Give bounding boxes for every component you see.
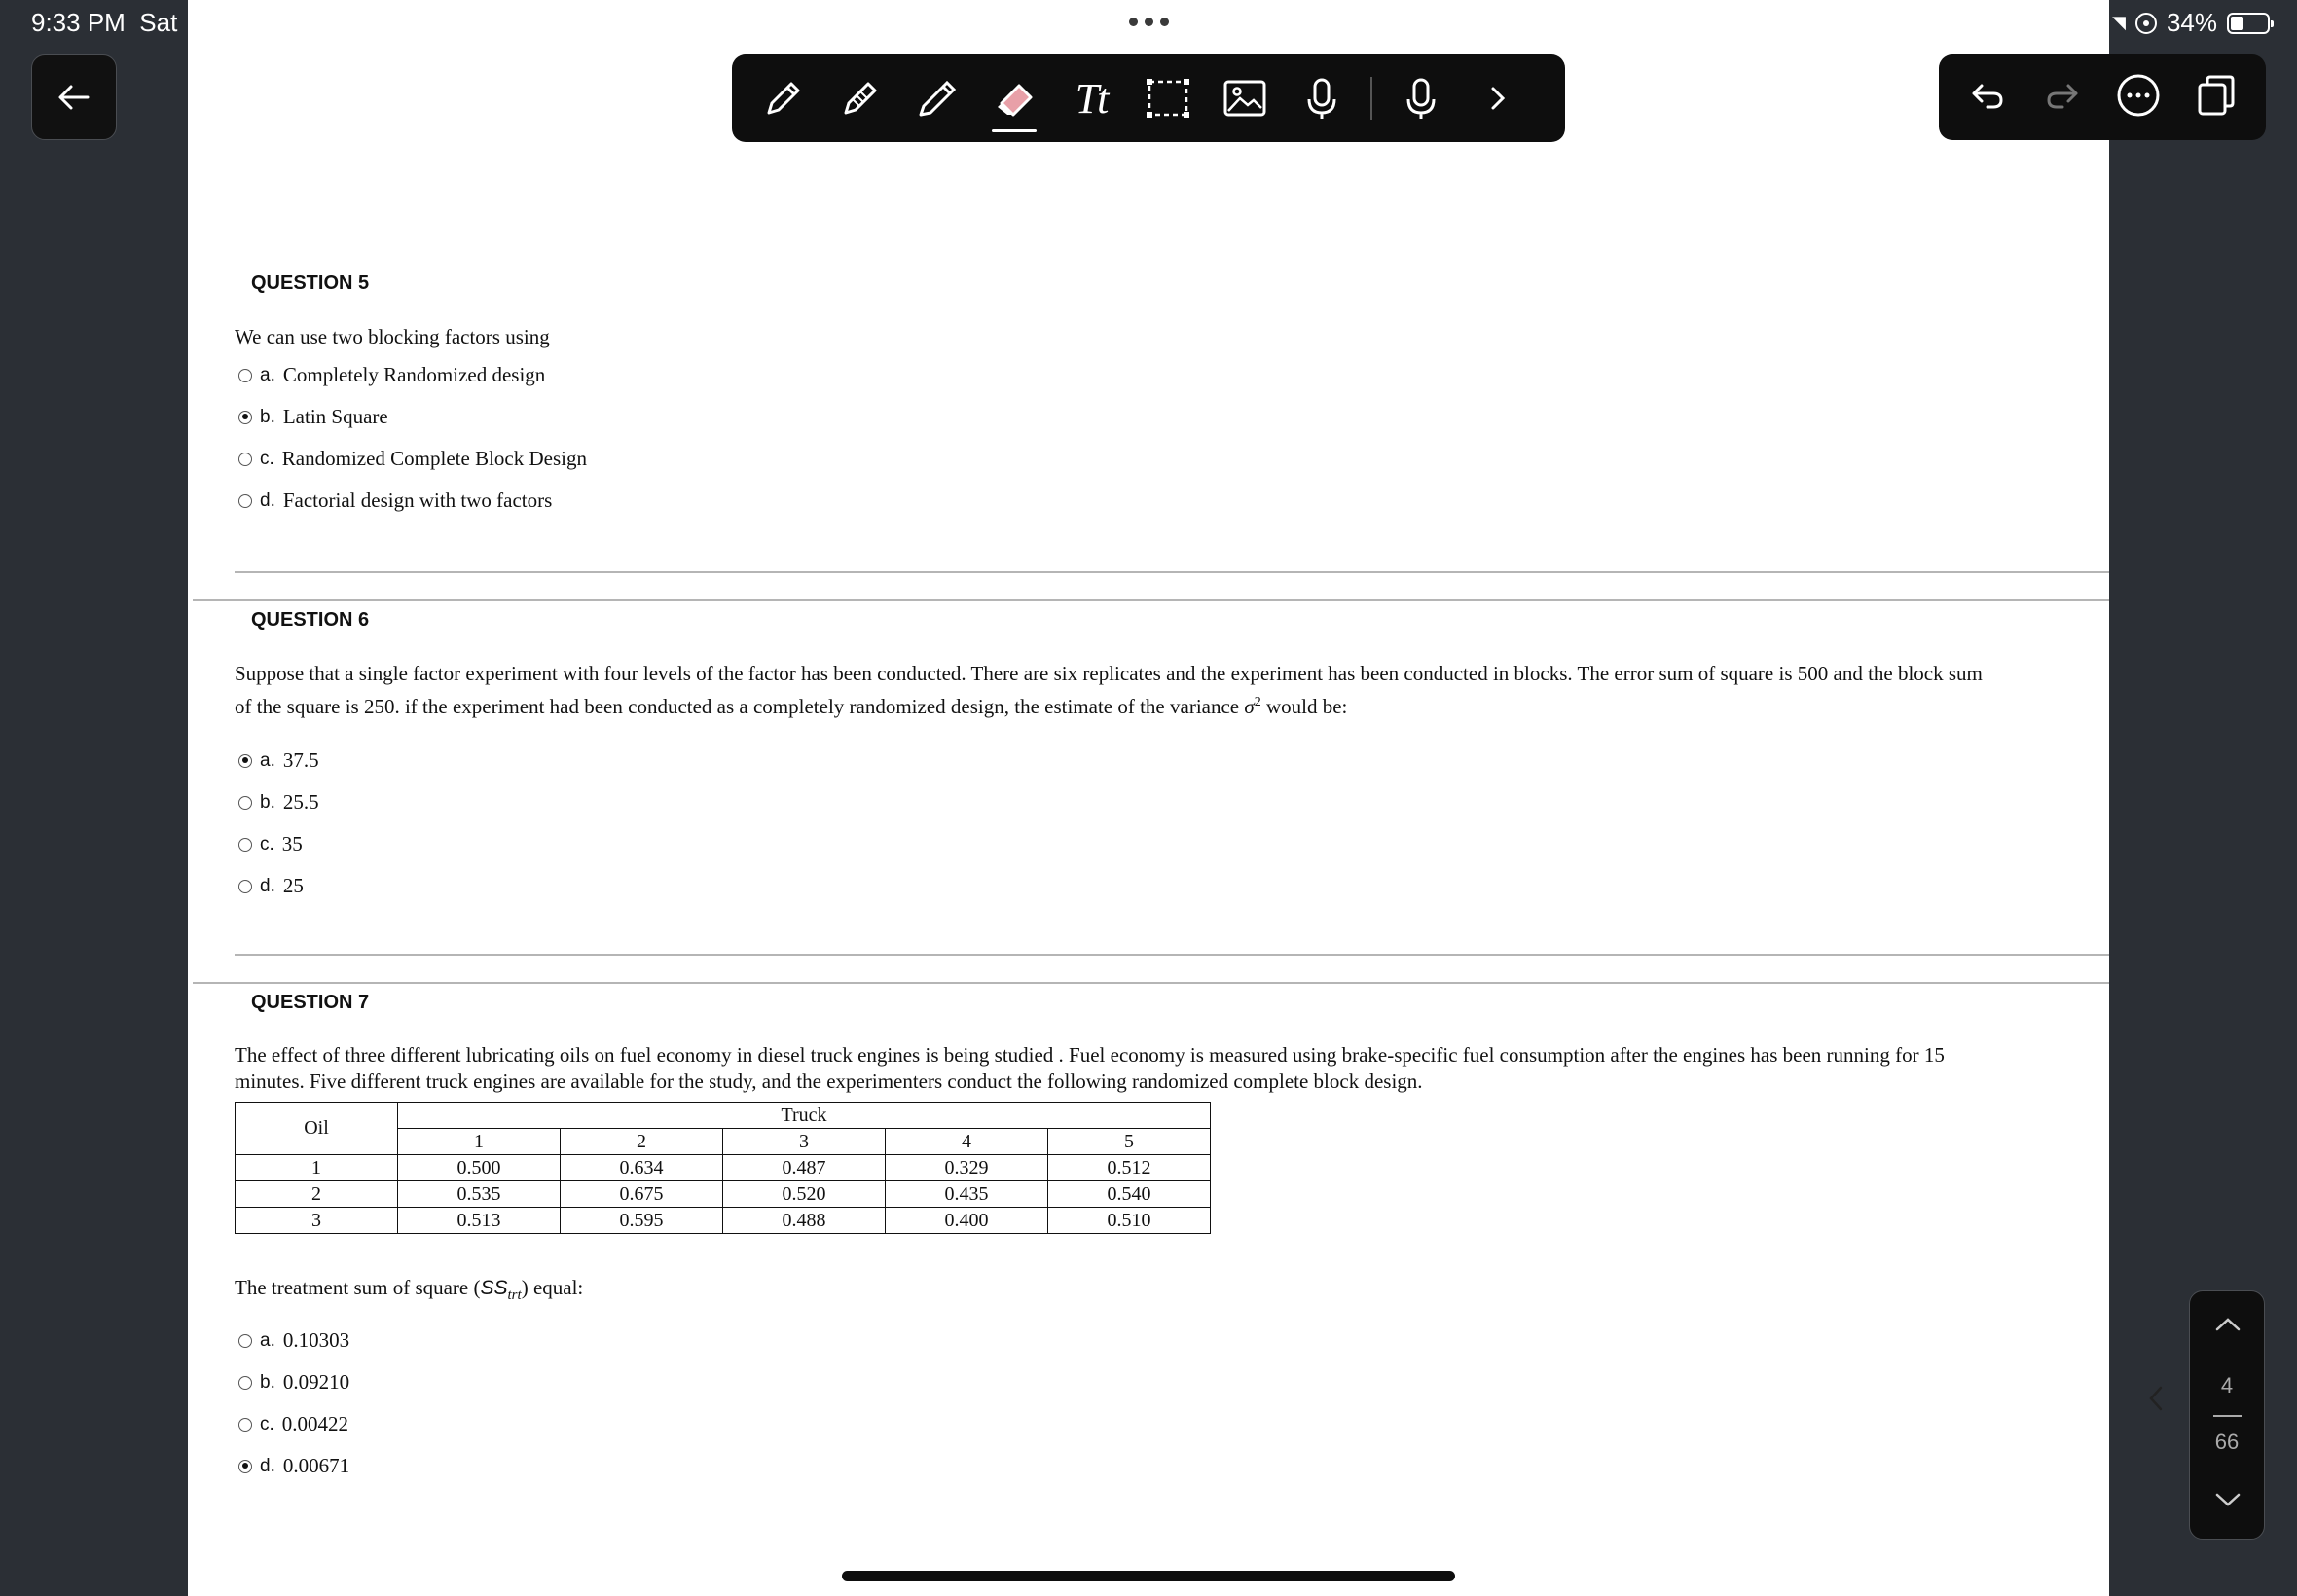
chevron-up-icon (2213, 1315, 2242, 1334)
pages-button[interactable] (2194, 73, 2239, 123)
mic-icon (1297, 74, 1346, 123)
page-separator (2213, 1415, 2242, 1417)
q7-option-d[interactable]: d. 0.00671 (238, 1454, 349, 1478)
q5-radio-b[interactable] (238, 411, 252, 424)
clock: 9:33 PM (31, 8, 126, 37)
truck-data-table (235, 1102, 1211, 1234)
question-6-line-2: of the square is 250. if the experiment had been conducted as a completely randomized design, the estimate of the variance $\sigma^2$ would be: (235, 695, 1348, 718)
weekday: Sat (139, 8, 178, 37)
table-row: 2 0.535 0.675 0.520 0.435 0.540 (236, 1181, 1211, 1208)
pencil-tool[interactable] (832, 70, 889, 127)
q5-option-c[interactable]: c. Randomized Complete Block Design (238, 447, 587, 471)
undo-button[interactable] (1966, 74, 2009, 122)
undo-icon (1966, 74, 2009, 117)
arrow-left-icon (55, 78, 93, 117)
multitask-grabber[interactable] (1129, 18, 1169, 26)
q5-radio-d[interactable] (238, 494, 252, 508)
q5-option-b[interactable]: b. Latin Square (238, 405, 388, 429)
page-navigator (2189, 1290, 2265, 1540)
truck-header: Truck (398, 1103, 1211, 1129)
lasso-select-icon (1144, 74, 1192, 123)
page-down-button[interactable] (2213, 1490, 2242, 1515)
q7-radio-c[interactable] (238, 1418, 252, 1432)
image-icon (1221, 74, 1269, 123)
divider (235, 571, 2109, 573)
question-6-text (235, 660, 1983, 721)
q7-radio-b[interactable] (238, 1376, 252, 1390)
eraser-icon (990, 74, 1039, 123)
orientation-lock-icon (2135, 13, 2157, 34)
document-page[interactable] (188, 0, 2109, 1596)
q5-option-d[interactable]: d. Factorial design with two factors (238, 489, 552, 513)
truck-number: 1 (398, 1129, 561, 1155)
question-7-line-2: minutes. Five different truck engines are available for the study, and the experimenters conduct the following randomized complete block design. (235, 1070, 1423, 1093)
q7-option-b[interactable]: b. 0.09210 (238, 1370, 349, 1395)
question-6-line-1: Suppose that a single factor experiment with four levels of the factor has been conducted. There are six replicates and the experiment has been conducted in blocks. The error sum of square is 500 and the block sum (235, 662, 1983, 685)
text-tool[interactable] (1063, 70, 1119, 127)
page-up-button[interactable] (2213, 1315, 2242, 1340)
battery-icon (2227, 13, 2270, 34)
q7-option-c[interactable]: c. 0.00422 (238, 1412, 348, 1436)
question-7-title: QUESTION 7 (251, 992, 370, 1013)
total-pages: 66 (2214, 1430, 2240, 1454)
ellipsis-circle-icon (2115, 72, 2162, 119)
q5-option-a[interactable]: a. Completely Randomized design (238, 363, 545, 387)
q6-radio-a[interactable] (238, 754, 252, 768)
wifi-icon: ◥ (2112, 13, 2126, 32)
more-options-button[interactable] (2115, 72, 2162, 124)
battery-percent: 34% (2166, 8, 2217, 37)
truck-number: 5 (1048, 1129, 1211, 1155)
home-indicator[interactable] (842, 1571, 1455, 1581)
oil-header: Oil (236, 1103, 398, 1155)
pen-icon (759, 74, 808, 123)
text-tool-icon: Tt (1075, 74, 1108, 123)
q6-option-b[interactable]: b. 25.5 (238, 790, 319, 815)
question-7-subquestion: The treatment sum of square $(SS_{trt})$ equal: (235, 1276, 584, 1304)
question-5-title: QUESTION 5 (251, 272, 370, 294)
chevron-right-icon (1478, 79, 1517, 118)
question-7-text (235, 1042, 1945, 1095)
truck-number: 3 (723, 1129, 886, 1155)
eraser-tool[interactable] (986, 70, 1042, 127)
pen-tool[interactable] (755, 70, 812, 127)
toolbar-divider (1370, 77, 1372, 120)
q6-option-a[interactable]: a. 37.5 (238, 748, 319, 773)
truck-number: 2 (561, 1129, 723, 1155)
collapse-pager-button[interactable] (2146, 1384, 2166, 1418)
status-indicators (2112, 8, 2270, 38)
status-time (31, 8, 177, 38)
marker-icon (913, 74, 962, 123)
table-row: 1 0.500 0.634 0.487 0.329 0.512 (236, 1155, 1211, 1181)
record-tool[interactable] (1393, 70, 1449, 127)
chevron-down-icon (2213, 1490, 2242, 1509)
copy-pages-icon (2194, 73, 2239, 118)
q5-radio-a[interactable] (238, 369, 252, 382)
microphone-tool[interactable] (1294, 70, 1350, 127)
q5-radio-c[interactable] (238, 453, 252, 466)
current-page: 4 (2220, 1373, 2234, 1397)
divider (235, 954, 2109, 956)
question-6-title: QUESTION 6 (251, 609, 370, 631)
redo-icon (2041, 74, 2084, 117)
q6-radio-c[interactable] (238, 838, 252, 852)
divider (193, 599, 2109, 601)
q7-option-a[interactable]: a. 0.10303 (238, 1328, 349, 1353)
q6-option-c[interactable]: c. 35 (238, 832, 303, 856)
drawing-toolbar (732, 54, 1565, 142)
document-actions-toolbar (1939, 54, 2266, 140)
divider (193, 982, 2109, 984)
question-7-line-1: The effect of three different lubricating oils on fuel economy in diesel truck engines is being studied . Fuel economy is measured using brake-specific fuel consumption after the engines has been running for 15 (235, 1043, 1945, 1067)
sigma-symbol: σ (1244, 695, 1255, 718)
q6-option-d[interactable]: d. 25 (238, 874, 304, 898)
q6-radio-d[interactable] (238, 880, 252, 893)
table-row: 3 0.513 0.595 0.488 0.400 0.510 (236, 1208, 1211, 1234)
truck-number: 4 (886, 1129, 1048, 1155)
image-tool[interactable] (1217, 70, 1273, 127)
highlighter-icon (836, 74, 885, 123)
q6-radio-b[interactable] (238, 796, 252, 810)
q7-radio-a[interactable] (238, 1334, 252, 1348)
highlighter-tool[interactable] (909, 70, 966, 127)
redo-button[interactable] (2041, 74, 2084, 122)
lasso-tool[interactable] (1140, 70, 1196, 127)
question-5-text: We can use two blocking factors using (235, 325, 550, 348)
q7-radio-d[interactable] (238, 1460, 252, 1473)
toolbar-more-button[interactable] (1470, 70, 1526, 127)
chevron-left-icon (2146, 1384, 2166, 1413)
back-button[interactable] (31, 54, 117, 140)
mic-record-icon (1397, 74, 1445, 123)
